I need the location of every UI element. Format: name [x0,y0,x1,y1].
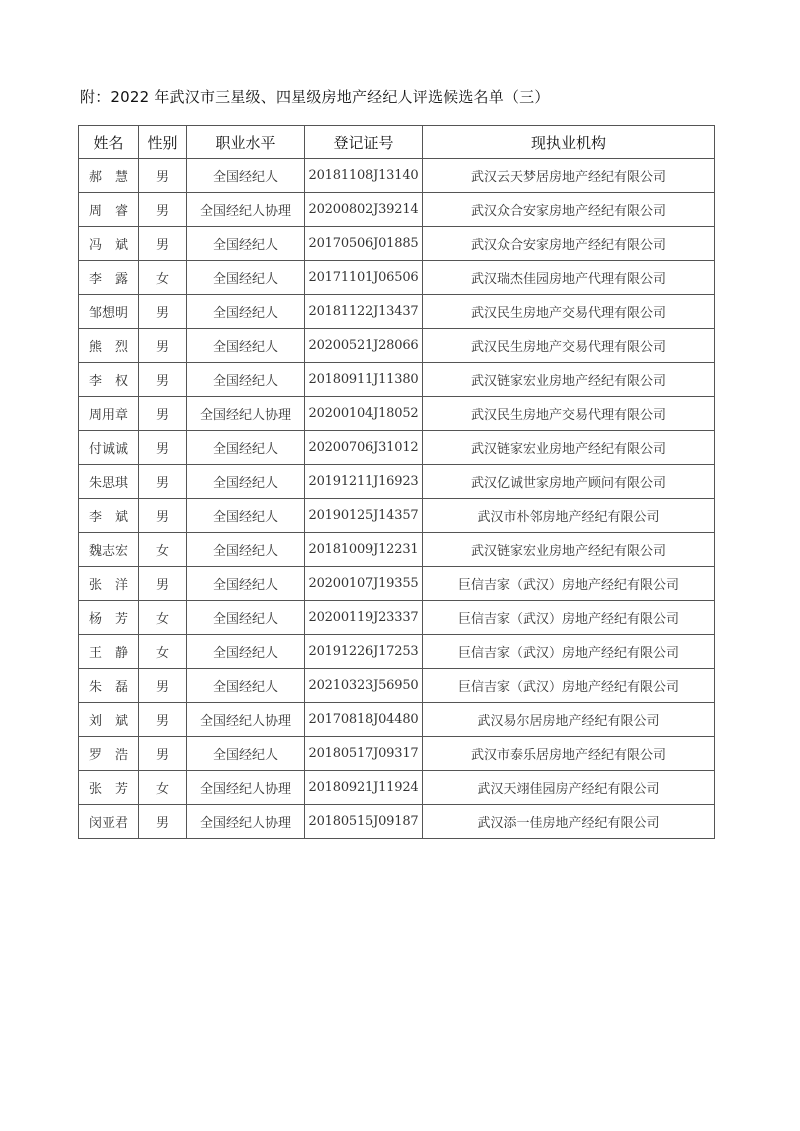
agency-cell: 武汉民生房地产交易代理有限公司 [423,397,715,431]
level-cell: 全国经纪人协理 [187,397,305,431]
name-cell: 罗 浩 [79,737,139,771]
level-cell: 全国经纪人 [187,737,305,771]
name-cell: 周 睿 [79,193,139,227]
reg-no-cell: 20200521J28066 [305,329,423,363]
table-row [79,159,715,193]
name-cell: 刘 斌 [79,703,139,737]
name-cell: 冯 斌 [79,227,139,261]
table-row [79,261,715,295]
name-cell: 朱 磊 [79,669,139,703]
name-cell: 李 露 [79,261,139,295]
reg-no-cell: 20200802J39214 [305,193,423,227]
agency-cell: 武汉云天梦居房地产经纪有限公司 [423,159,715,193]
table-row [79,737,715,771]
level-cell: 全国经纪人协理 [187,805,305,839]
level-cell: 全国经纪人 [187,601,305,635]
reg-no-cell: 20200104J18052 [305,397,423,431]
agency-cell: 武汉亿诚世家房地产顾问有限公司 [423,465,715,499]
agency-cell: 巨信吉家（武汉）房地产经纪有限公司 [423,635,715,669]
agency-cell: 武汉链家宏业房地产经纪有限公司 [423,533,715,567]
agency-cell: 巨信吉家（武汉）房地产经纪有限公司 [423,567,715,601]
name-cell: 魏志宏 [79,533,139,567]
table-row [79,329,715,363]
gender-cell: 女 [139,533,187,567]
level-cell: 全国经纪人 [187,465,305,499]
level-cell: 全国经纪人协理 [187,193,305,227]
reg-no-cell: 20170506J01885 [305,227,423,261]
table-row [79,669,715,703]
name-cell: 朱思琪 [79,465,139,499]
level-cell: 全国经纪人 [187,363,305,397]
reg-no-cell: 20190125J14357 [305,499,423,533]
gender-cell: 男 [139,295,187,329]
agency-cell: 武汉易尔居房地产经纪有限公司 [423,703,715,737]
header-name: 姓名 [79,126,139,159]
reg-no-cell: 20200107J19355 [305,567,423,601]
gender-cell: 男 [139,397,187,431]
reg-no-cell: 20191211J16923 [305,465,423,499]
header-agency: 现执业机构 [423,126,715,159]
level-cell: 全国经纪人 [187,227,305,261]
agency-cell: 武汉添一佳房地产经纪有限公司 [423,805,715,839]
table-row [79,227,715,261]
name-cell: 付诚诚 [79,431,139,465]
level-cell: 全国经纪人协理 [187,771,305,805]
gender-cell: 男 [139,805,187,839]
level-cell: 全国经纪人 [187,567,305,601]
name-cell: 熊 烈 [79,329,139,363]
level-cell: 全国经纪人 [187,533,305,567]
reg-no-cell: 20180517J09317 [305,737,423,771]
name-cell: 郝 慧 [79,159,139,193]
header-reg-no: 登记证号 [305,126,423,159]
document-title: 附：2022 年武汉市三星级、四星级房地产经纪人评选候选名单（三） [80,88,550,106]
agency-cell: 武汉众合安家房地产经纪有限公司 [423,227,715,261]
gender-cell: 男 [139,363,187,397]
reg-no-cell: 20180515J09187 [305,805,423,839]
reg-no-cell: 20200706J31012 [305,431,423,465]
name-cell: 李 斌 [79,499,139,533]
agency-cell: 武汉民生房地产交易代理有限公司 [423,295,715,329]
gender-cell: 男 [139,227,187,261]
gender-cell: 男 [139,499,187,533]
agency-cell: 巨信吉家（武汉）房地产经纪有限公司 [423,669,715,703]
reg-no-cell: 20210323J56950 [305,669,423,703]
level-cell: 全国经纪人 [187,669,305,703]
name-cell: 闵亚君 [79,805,139,839]
table-row [79,363,715,397]
reg-no-cell: 20181108J13140 [305,159,423,193]
table-row [79,567,715,601]
table-row [79,533,715,567]
name-cell: 杨 芳 [79,601,139,635]
agency-cell: 武汉众合安家房地产经纪有限公司 [423,193,715,227]
gender-cell: 女 [139,635,187,669]
gender-cell: 女 [139,771,187,805]
gender-cell: 男 [139,159,187,193]
agency-cell: 武汉瑞杰佳园房地产代理有限公司 [423,261,715,295]
table-row [79,771,715,805]
agency-cell: 武汉市泰乐居房地产经纪有限公司 [423,737,715,771]
gender-cell: 女 [139,601,187,635]
gender-cell: 男 [139,329,187,363]
table-body [79,159,715,839]
table-row [79,465,715,499]
reg-no-cell: 20181122J13437 [305,295,423,329]
reg-no-cell: 20191226J17253 [305,635,423,669]
name-cell: 李 权 [79,363,139,397]
agency-cell: 武汉天翊佳园房产经纪有限公司 [423,771,715,805]
level-cell: 全国经纪人 [187,295,305,329]
level-cell: 全国经纪人 [187,635,305,669]
table-row [79,193,715,227]
reg-no-cell: 20180921J11924 [305,771,423,805]
gender-cell: 男 [139,193,187,227]
gender-cell: 男 [139,431,187,465]
name-cell: 邹想明 [79,295,139,329]
table-row [79,805,715,839]
name-cell: 周用章 [79,397,139,431]
header-gender: 性别 [139,126,187,159]
reg-no-cell: 20180911J11380 [305,363,423,397]
table-row [79,601,715,635]
reg-no-cell: 20200119J23337 [305,601,423,635]
table-row [79,703,715,737]
gender-cell: 男 [139,703,187,737]
table-row [79,431,715,465]
table-header-row [79,126,715,159]
gender-cell: 男 [139,669,187,703]
name-cell: 王 静 [79,635,139,669]
agency-cell: 武汉民生房地产交易代理有限公司 [423,329,715,363]
level-cell: 全国经纪人 [187,261,305,295]
level-cell: 全国经纪人协理 [187,703,305,737]
agency-cell: 巨信吉家（武汉）房地产经纪有限公司 [423,601,715,635]
name-cell: 张 洋 [79,567,139,601]
name-cell: 张 芳 [79,771,139,805]
level-cell: 全国经纪人 [187,431,305,465]
gender-cell: 女 [139,261,187,295]
reg-no-cell: 20171101J06506 [305,261,423,295]
agency-cell: 武汉链家宏业房地产经纪有限公司 [423,363,715,397]
level-cell: 全国经纪人 [187,499,305,533]
table-row [79,295,715,329]
table-row [79,635,715,669]
reg-no-cell: 20181009J12231 [305,533,423,567]
header-level: 职业水平 [187,126,305,159]
gender-cell: 男 [139,737,187,771]
level-cell: 全国经纪人 [187,329,305,363]
reg-no-cell: 20170818J04480 [305,703,423,737]
agency-cell: 武汉市朴邻房地产经纪有限公司 [423,499,715,533]
table-row [79,397,715,431]
candidate-table [78,125,715,839]
gender-cell: 男 [139,465,187,499]
level-cell: 全国经纪人 [187,159,305,193]
agency-cell: 武汉链家宏业房地产经纪有限公司 [423,431,715,465]
gender-cell: 男 [139,567,187,601]
table-row [79,499,715,533]
